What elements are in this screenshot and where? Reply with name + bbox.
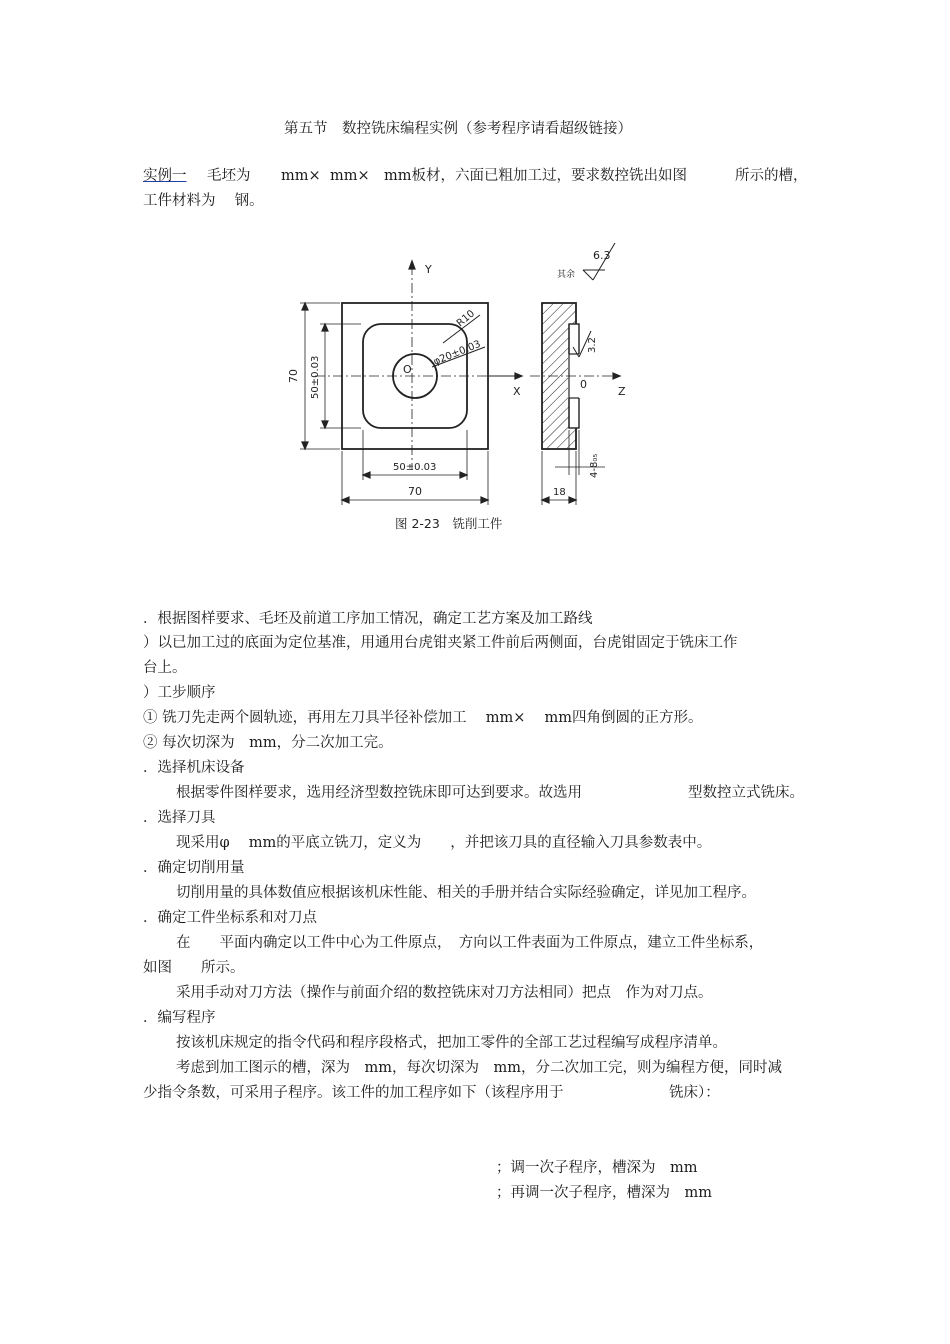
step-4-heading: ．确定切削用量: [143, 860, 245, 876]
step-5-text: 在 平面内确定以工件中心为工件原点， 方向以工件表面为工件原点，建立工件坐标系，: [176, 935, 764, 951]
step-6-text: 按该机床规定的指令代码和程序段格式，把加工零件的全部工艺过程编写成程序清单。: [176, 1035, 727, 1051]
label-origin: O: [403, 363, 412, 376]
milling-part-drawing: [275, 235, 655, 545]
step-6-text-2: 考虑到加工图示的槽，深为 mm，每次切深为 mm，分二次加工完，则为编程方便，同时减: [176, 1060, 782, 1076]
dim-r10: R10: [454, 308, 478, 330]
step-1-text-cont: 台上。: [143, 660, 187, 676]
step-3-text: 现采用φ mm的平底立铣刀，定义为 ，并把该刀具的直径输入刀具参数表中。: [176, 835, 712, 851]
step-2-text: 根据零件图样要求，选用经济型数控铣床即可达到要求。故选用: [176, 785, 582, 801]
intro-text-3: mm×: [330, 168, 370, 184]
step-6-heading: ．编写程序: [143, 1010, 216, 1026]
dim-50-vertical: 50±0.03: [310, 355, 321, 399]
figure-caption: 图 2-23 铣削工件: [395, 516, 503, 531]
step-6-text-3b: 铣床）：: [669, 1085, 720, 1101]
step-2-text-b: 型数控立式铣床。: [688, 785, 804, 801]
intro-text-1: 毛坯为: [207, 168, 251, 184]
intro-link[interactable]: [143, 166, 187, 186]
step-1-heading: ．根据图样要求、毛坯及前道工序加工情况，确定工艺方案及加工路线: [143, 611, 593, 627]
intro-line-2: 工件材料为 钢。: [143, 193, 264, 209]
step-3-heading: ．选择刀具: [143, 810, 216, 826]
program-comment-2: ；再调一次子程序，槽深为 mm: [496, 1185, 712, 1201]
dim-70-horizontal: 70: [408, 485, 422, 498]
step-5-text-cont: 如图 所示。: [143, 960, 245, 976]
step-2-heading: ．选择机床设备: [143, 760, 245, 776]
label-x: X: [513, 385, 521, 398]
intro-text-5: 所示的槽，: [735, 168, 808, 184]
roughness-other: 其余: [557, 270, 576, 280]
step-order-1: ① 铣刀先走两个圆轨迹，再用左刀具半径补偿加工 mm× mm四角倒圆的正方形。: [143, 710, 703, 726]
dim-50-horizontal: 50±0.03: [393, 462, 437, 473]
step-5-text-2: 采用手动对刀方法（操作与前面介绍的数控铣床对刀方法相同）把点 作为对刀点。: [176, 985, 713, 1001]
example-link[interactable]: 实例一: [143, 168, 187, 184]
page-title: 第五节 数控铣床编程实例（参考程序请看超级链接）: [284, 121, 632, 137]
step-4-text: 切削用量的具体数值应根据该机床性能、相关的手册并结合实际经验确定，详见加工程序。: [176, 885, 756, 901]
label-z: Z: [618, 385, 626, 398]
program-comment-1: ；调一次子程序，槽深为 mm: [496, 1160, 698, 1176]
intro-text-4: mm板材，六面已粗加工过，要求数控铣出如图: [384, 168, 687, 184]
intro-text-2: mm×: [281, 168, 321, 184]
step-1-text: ）以已加工过的底面为定位基准，用通用台虎钳夹紧工件前后两侧面，台虎钳固定于铣床工作: [143, 635, 738, 651]
roughness-slot: 3.2: [587, 337, 598, 353]
step-order-2: ② 每次切深为 mm，分二次加工完。: [143, 735, 393, 751]
step-5-heading: ．确定工件坐标系和对刀点: [143, 910, 317, 926]
dim-70-vertical: 70: [287, 369, 300, 383]
step-6-text-3: 少指令条数，可采用子程序。该工件的加工程序如下（该程序用于: [143, 1085, 564, 1101]
dim-phi20: φ20±0.03: [432, 338, 483, 368]
roughness-top: 6.3: [593, 249, 611, 262]
label-y: Y: [425, 263, 432, 276]
label-origin-side: 0: [580, 378, 587, 391]
step-order-heading: ）工步顺序: [143, 685, 216, 701]
dim-18: 18: [553, 487, 566, 498]
dim-depth: 4-8₀₅: [589, 453, 600, 478]
